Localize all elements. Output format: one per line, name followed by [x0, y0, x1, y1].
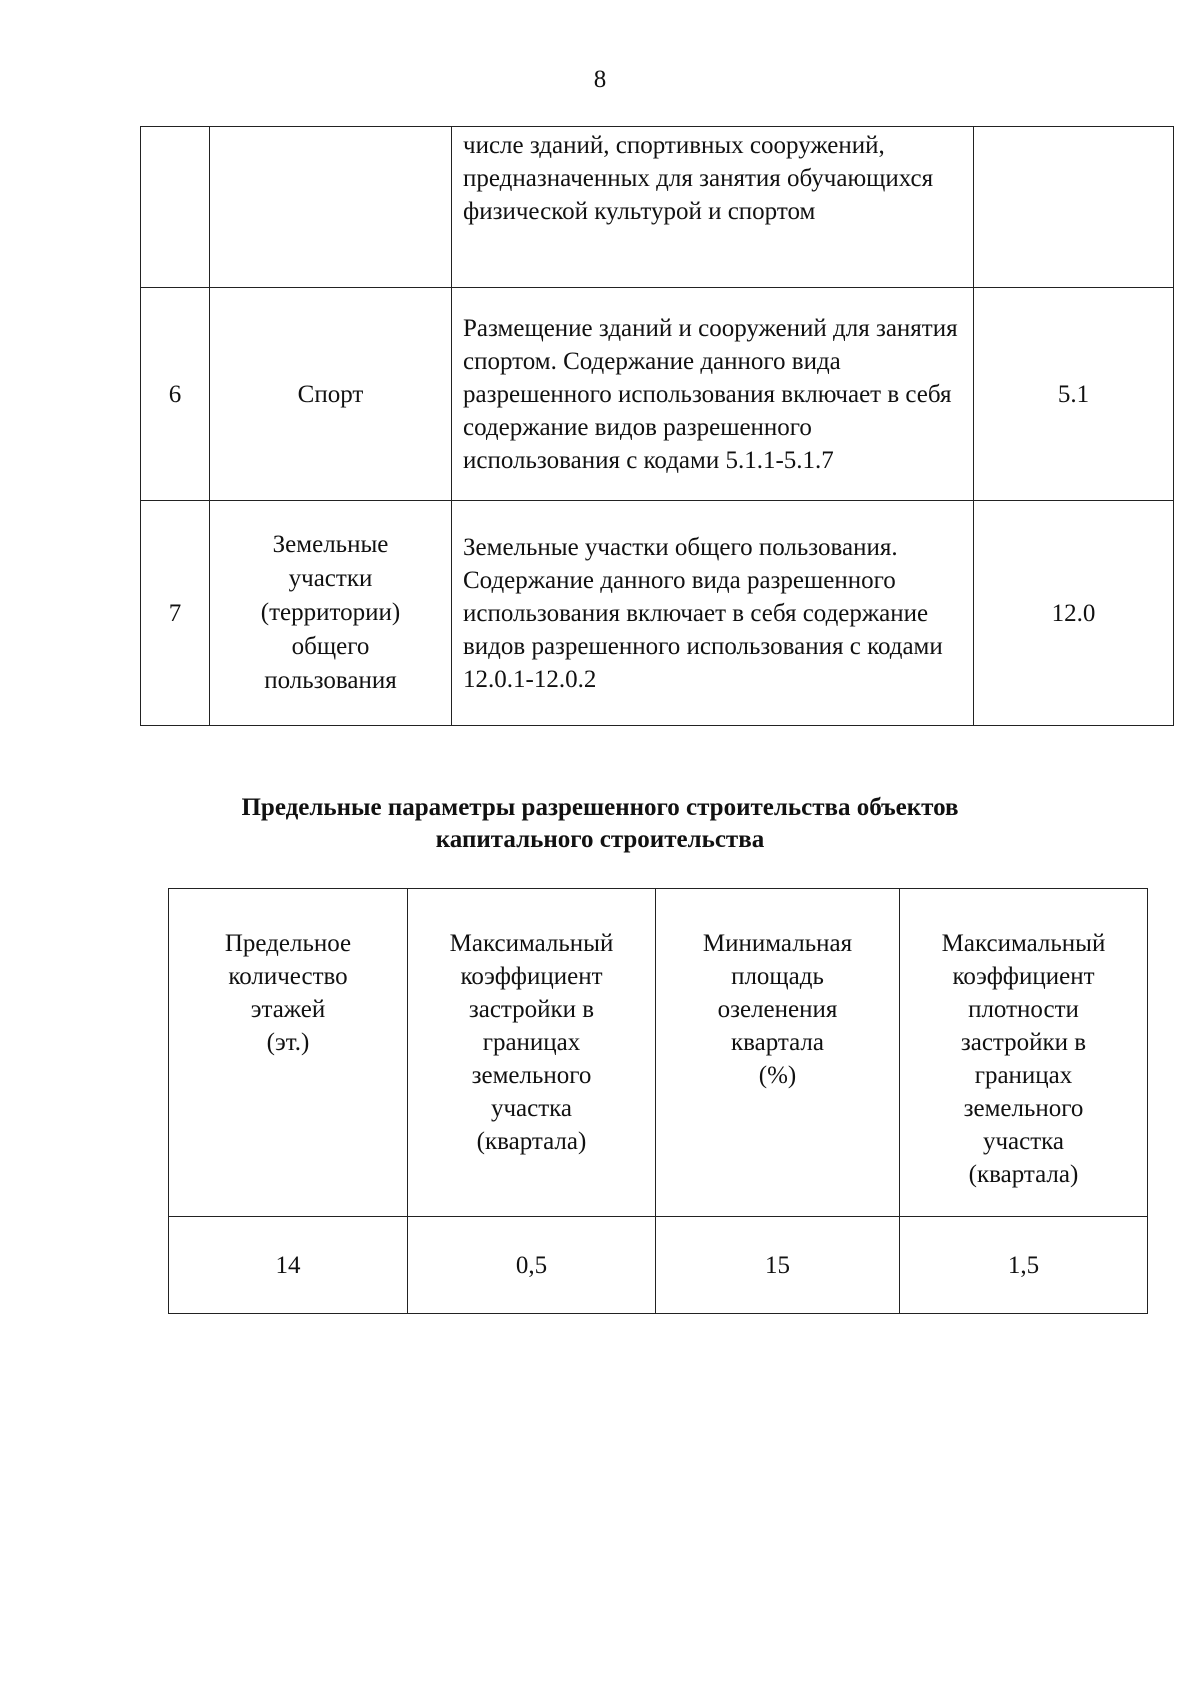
header-cell	[169, 889, 408, 1217]
use-name-line: (территории)	[260, 599, 401, 626]
header-cell	[900, 889, 1148, 1217]
header-density-coefficient: Максимальный коэффициент плотности застройки в границах земельного участка (квартала)	[941, 930, 1106, 1188]
header-cell	[656, 889, 900, 1217]
row-number-cell: 7	[141, 501, 210, 726]
table-row	[141, 501, 1174, 726]
table-row	[141, 127, 1174, 288]
use-name-line: общего	[291, 633, 370, 660]
use-name-line: участки	[288, 565, 373, 592]
section-heading-line: капитального строительства	[435, 826, 765, 853]
use-description-cell: числе зданий, спортивных сооружений, предназначенных для занятия обучающихся физической культурой и спортом	[452, 127, 974, 288]
value-green-area: 15	[656, 1217, 900, 1314]
land-use-table	[140, 126, 1174, 726]
table-header-row	[169, 889, 1148, 1217]
use-description-cell: Земельные участки общего пользования. Содержание данного вида разрешенного использования включает в себя содержание видов разрешенного использования с кодами 12.0.1-12.0.2	[452, 501, 974, 726]
use-name-line: Земельные	[272, 531, 389, 558]
use-code-cell	[974, 127, 1174, 288]
use-code-cell: 5.1	[974, 288, 1174, 501]
use-name-cell	[210, 501, 452, 726]
page-number: 8	[593, 66, 607, 93]
use-name-cell	[210, 127, 452, 288]
section-heading	[0, 792, 1200, 856]
header-green-area: Минимальная площадь озеленения квартала (%)	[702, 930, 853, 1089]
header-building-coefficient: Максимальный коэффициент застройки в границах земельного участка (квартала)	[449, 930, 614, 1155]
use-name-cell: Спорт	[210, 288, 452, 501]
params-table	[168, 888, 1148, 1314]
row-number-cell: 6	[141, 288, 210, 501]
use-description-cell: Размещение зданий и сооружений для занятия спортом. Содержание данного вида разрешенного использования включает в себя содержание видов разрешенного использования с кодами 5.1.1-5.1.7	[452, 288, 974, 501]
table-row	[169, 1217, 1148, 1314]
row-number-cell	[141, 127, 210, 288]
use-code-cell: 12.0	[974, 501, 1174, 726]
use-name-line: пользования	[264, 667, 397, 694]
header-cell	[408, 889, 656, 1217]
header-floors: Предельное количество этажей (эт.)	[224, 930, 352, 1056]
value-building-coefficient: 0,5	[408, 1217, 656, 1314]
section-heading-line: Предельные параметры разрешенного строительства объектов	[241, 794, 959, 821]
value-density-coefficient: 1,5	[900, 1217, 1148, 1314]
table-row	[141, 288, 1174, 501]
value-floors: 14	[169, 1217, 408, 1314]
